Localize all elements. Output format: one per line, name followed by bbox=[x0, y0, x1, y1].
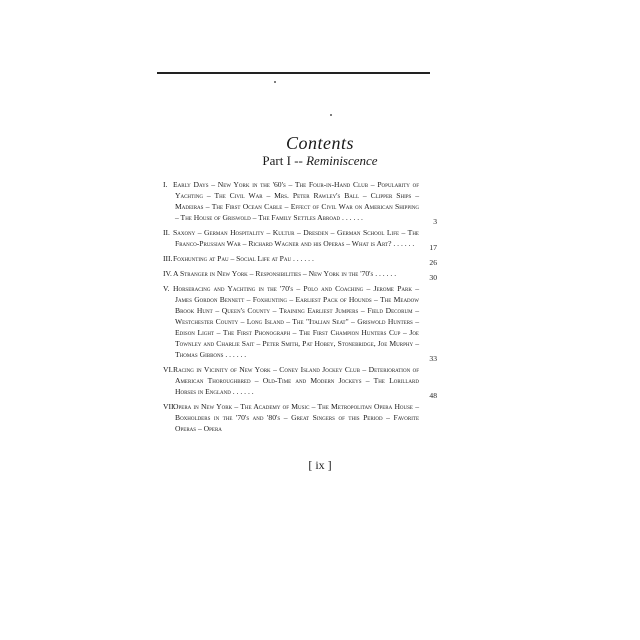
entry-page-number: 33 bbox=[429, 354, 437, 363]
entry-page-number: 48 bbox=[429, 391, 437, 400]
entry-leader-dots: . . . . . . bbox=[230, 387, 254, 396]
part-label: Part I bbox=[262, 153, 291, 168]
entry-leader-dots: . . . . . . bbox=[340, 213, 363, 222]
toc-entry bbox=[163, 179, 437, 226]
entry-text: Horseracing and Yachting in the '70's – Polo and Coaching – Jerome Park – James Gordon Bennett – Foxhunting – Earliest Pack of Hounds – The Meadow Brook Hunt – Queen's County – Training Earliest Jumpers – Field Decorum – Westchester County – Long Island – The "Italian Seat" – Griswold Hunters – Edison Light – The First Phonograph – The First Champion Hunters Cup – Joe Townley and Charlie Sait – Peter Smith, Pat Hobey, Stonebridge, Joe Murphy – Thomas Gibbons bbox=[173, 284, 419, 359]
entry-leader-dots: . . . . . . bbox=[223, 350, 247, 359]
part-subtitle: Reminiscence bbox=[306, 153, 378, 168]
entry-text: Early Days – New York in the '60's – The Four-in-Hand Club – Popularity of Yachting – The Civil War – Mrs. Peter Rawley's Ball – Clipper Ships – Madeiras – The First Ocean Cable – Effect of Civil War on American Shipping – The House of Griswold – The Family Settles Abroad bbox=[173, 180, 419, 222]
entry-number: VI. bbox=[163, 365, 173, 374]
part-dash: -- bbox=[290, 153, 307, 168]
entry-leader-dots: . . . . . . bbox=[391, 239, 415, 248]
toc-entry bbox=[163, 283, 437, 363]
toc-entry bbox=[163, 364, 437, 400]
entry-number: III. bbox=[163, 254, 173, 263]
entry-number: V. bbox=[163, 284, 170, 293]
entry-page-number: 17 bbox=[429, 243, 437, 252]
entry-text: Foxhunting at Pau – Social Life at Pau bbox=[173, 254, 292, 263]
entry-page-number: 3 bbox=[433, 217, 437, 226]
entry-number: VII. bbox=[163, 402, 176, 411]
contents-title: Contents bbox=[285, 133, 354, 153]
entry-number: II. bbox=[163, 228, 170, 237]
top-rule bbox=[157, 72, 430, 74]
toc-entries bbox=[163, 179, 437, 438]
entry-number: I. bbox=[163, 180, 168, 189]
toc-entry bbox=[163, 253, 437, 267]
entry-page-number: 30 bbox=[429, 273, 437, 282]
entry-text: Saxony – German Hospitality – Kultur – Dresden – German School Life – The Franco-Prussian War – Richard Wagner and his Operas – What is Art? bbox=[173, 228, 419, 248]
entry-page-number: 26 bbox=[429, 258, 437, 267]
speck-mark bbox=[274, 81, 276, 83]
toc-entry bbox=[163, 401, 437, 434]
entry-text: Opera in New York – The Academy of Music – The Metropolitan Opera House – Boxholders in the '70's and '80's – Great Singers of this Period – Favorite Operas – Opera bbox=[173, 402, 419, 433]
folio-page-number: [ ix ] bbox=[308, 458, 332, 472]
entry-text: Racing in Vicinity of New York – Coney Island Jockey Club – Deterioration of American Thoroughbred – Old-Time and Modern Jockeys – The Lorillard Horses in England bbox=[173, 365, 419, 396]
entry-leader-dots: . . . . . . bbox=[373, 269, 397, 278]
entry-leader-dots: . . . . . . bbox=[291, 254, 314, 263]
part-heading bbox=[0, 153, 640, 169]
toc-entry bbox=[163, 227, 437, 252]
entry-text: A Stranger in New York – Responsibilities – New York in the '70's bbox=[173, 269, 374, 278]
speck-mark bbox=[330, 114, 332, 116]
entry-number: IV. bbox=[163, 269, 172, 278]
toc-entry bbox=[163, 268, 437, 282]
